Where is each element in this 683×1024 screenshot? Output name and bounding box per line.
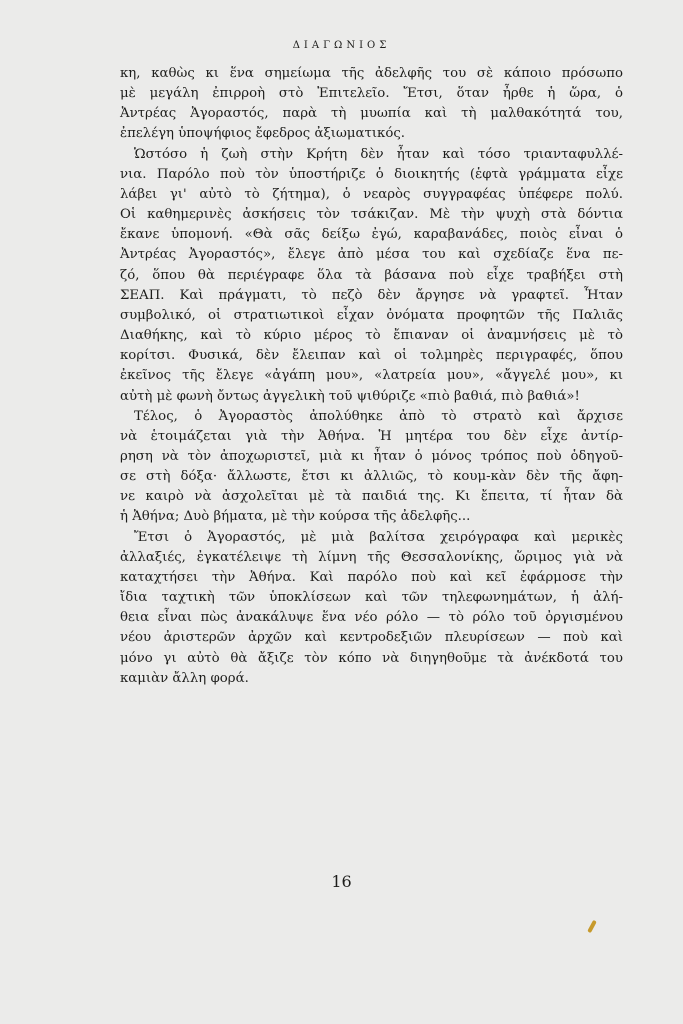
body-text (120, 64, 623, 689)
text-line: ἴδια ταχτικὴ τῶν ὑποκλίσεων καὶ τῶν τηλεφωνημάτων, ἡ ἀλή- (120, 590, 623, 606)
text-line: Ἀντρέας Ἀγοραστός, παρὰ τὴ μυωπία καὶ τὴ μαλθακότητά του, (120, 106, 623, 122)
text-line: μὲ μεγάλη ἐπιρροὴ στὸ Ἐπιτελεῖο. Ἔτσι, ὅταν ἦρθε ἡ ὥρα, ὁ (120, 86, 623, 102)
text-line: νέου ἀριστερῶν ἀρχῶν καὶ κεντροδεξιῶν πλευρίσεων — ποὺ καὶ (120, 630, 623, 646)
text-line: καμιὰν ἄλλη φορά. (120, 670, 249, 686)
text-line: ἐκεῖνος τῆς ἔλεγε «ἀγάπη μου», «λατρεία μου», «ἄγγελέ μου», κι (120, 368, 623, 384)
text-line: Ἔτσι ὁ Ἀγοραστός, μὲ μιὰ βαλίτσα χειρόγραφα καὶ μερικὲς (134, 529, 623, 545)
page-number: 16 (331, 872, 352, 891)
text-line: ζό, ὅπου θὰ περιέγραφε ὅλα τὰ βάσανα ποὺ εἶχε τραβήξει στὴ (120, 267, 623, 283)
ink-mark (587, 920, 597, 933)
text-line: κορίτσι. Φυσικά, δὲν ἔλειπαν καὶ οἱ τολμηρὲς περιγραφές, ὅπου (120, 348, 623, 364)
paragraph (120, 64, 623, 145)
text-line: αὐτὴ μὲ φωνὴ ὄντως ἀγγελικὴ τοῦ ψιθύριζε «πιὸ βαθιά, πιὸ βαθιά»! (120, 388, 580, 404)
text-line: θεια εἶναι πὼς ἀνακάλυψε ἕνα νέο ρόλο — τὸ ρόλο τοῦ ὀργισμένου (120, 610, 623, 626)
text-line: Τέλος, ὁ Ἀγοραστὸς ἀπολύθηκε ἀπὸ τὸ στρατὸ καὶ ἄρχισε (134, 408, 623, 424)
text-line: νὰ ἑτοιμάζεται γιὰ τὴν Ἀθήνα. Ἡ μητέρα του δὲν εἶχε ἀντίρ- (120, 428, 623, 444)
text-line: Οἱ καθημερινὲς ἀσκήσεις τὸν τσάκιζαν. Μὲ τὴν ψυχὴ στὰ δόντια (120, 207, 623, 223)
paragraph (120, 145, 623, 407)
text-line: σε στὴ δόξα· ἄλλωστε, ἔτσι κι ἀλλιῶς, τὸ κουμ-κὰν δὲν τῆς ἄφη- (120, 469, 623, 485)
text-line: Διαθήκης, καὶ τὸ κύριο μέρος τὸ ἔπιαναν οἱ ἀναμνήσεις μὲ τὸ (120, 328, 623, 344)
text-line: καταχτήσει τὴν Ἀθήνα. Καὶ παρόλο ποὺ καὶ κεῖ ἐφάρμοσε τὴν (120, 569, 623, 585)
text-line: ἔκανε ὑπομονή. «Θὰ σᾶς δείξω ἐγώ, καραβανάδες, ποιὸς εἶναι ὁ (120, 227, 623, 243)
text-line: νια. Παρόλο ποὺ τὸν ὑποστήριζε ὁ διοικητής (ἑφτὰ γράμματα εἶχε (120, 166, 623, 182)
text-line: συμβολικό, οἱ στρατιωτικοὶ εἶχαν ὀνόματα προφητῶν τῆς Παλιᾶς (120, 307, 623, 323)
text-line: ρηση νὰ τὸν ἀποχωριστεῖ, μιὰ κι ἦταν ὁ μόνος τρόπος ποὺ ὁδηγοῦ- (120, 448, 623, 464)
running-header: ΔΙΑΓΩΝΙΟΣ (292, 40, 391, 51)
text-line: Ἀντρέας Ἀγοραστός», ἔλεγε ἀπὸ μέσα του καὶ σχεδίαζε ἕνα πε- (120, 247, 623, 263)
text-line: λάβει γι' αὐτὸ τὸ ζήτημα), ὁ νεαρὸς συγγραφέας ὑπέφερε πολύ. (120, 186, 623, 202)
paragraph (120, 528, 623, 689)
paragraph (120, 407, 623, 528)
text-line: Ὡστόσο ἡ ζωὴ στὴν Κρήτη δὲν ἦταν καὶ τόσο τριανταφυλλέ- (134, 146, 623, 162)
text-line: ἡ Ἀθήνα; Δυὸ βήματα, μὲ τὴν κούρσα τῆς ἀδελφῆς... (120, 509, 471, 525)
text-line: κη, καθὼς κι ἕνα σημείωμα τῆς ἀδελφῆς του σὲ κάποιο πρόσωπο (120, 66, 623, 81)
text-line: ἀλλαξιές, ἐγκατέλειψε τὴ λίμνη τῆς Θεσσαλονίκης, ὥριμος γιὰ νὰ (120, 549, 623, 565)
text-line: μόνο γι αὐτὸ θὰ ἄξιζε τὸν κόπο νὰ διηγηθοῦμε τὰ ἀνέκδοτά του (120, 650, 623, 666)
text-line: ἐπελέγη ὑποψήφιος ἔφεδρος ἀξιωματικός. (120, 126, 406, 142)
text-line: ΣΕΑΠ. Καὶ πράγματι, τὸ πεζὸ δὲν ἄργησε νὰ γραφτεῖ. Ἦταν (120, 287, 623, 303)
text-line: νε καιρὸ νὰ ἀσχολεῖται μὲ τὰ παιδιά της. Κι ἔπειτα, τί ἦταν δὰ (120, 489, 623, 505)
